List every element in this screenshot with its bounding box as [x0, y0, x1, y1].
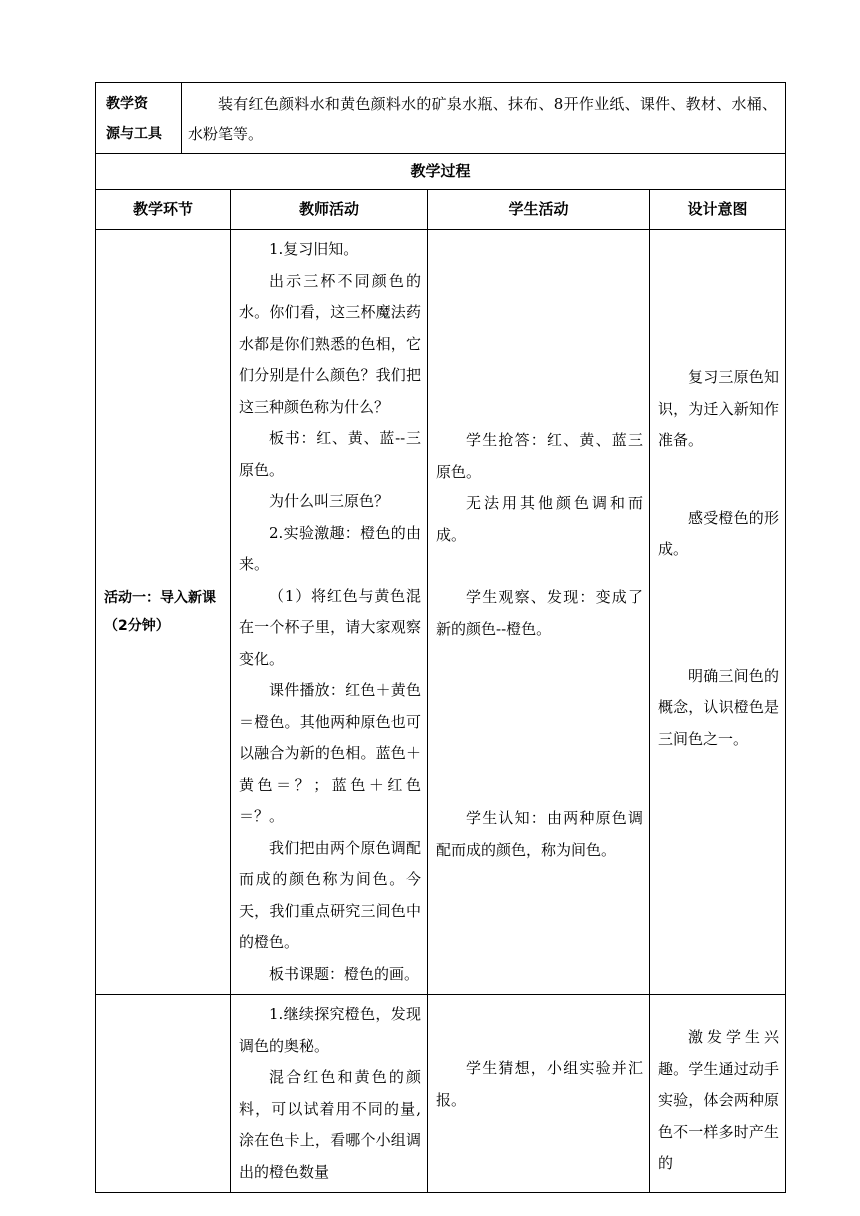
activity2-row [96, 995, 786, 1193]
activity1-student-p3: 学生观察、发现：变成了新的颜色--橙色。 [436, 588, 643, 638]
resources-text-cell [182, 83, 786, 154]
header-row [96, 190, 786, 230]
resources-row [96, 83, 786, 154]
lesson-plan-page [95, 82, 785, 1193]
resources-label [96, 83, 182, 154]
activity1-teacher-p3: 板书：红、黄、蓝--三原色。 [239, 429, 421, 479]
header-intent: 设计意图 [650, 190, 786, 230]
activity1-title: 活动一：导入新课 [104, 590, 216, 606]
activity1-teacher-p4: 为什么叫三原色？ [269, 492, 390, 510]
activity1-teacher-p1: 1.复习旧知。 [269, 240, 359, 258]
activity1-teacher-p5: 2.实验激趣：橙色的由来。 [239, 523, 421, 573]
activity1-label [96, 230, 231, 995]
activity1-teacher-p6: （1）将红色与黄色混在一个杯子里，请大家观察变化。 [239, 586, 421, 668]
activity2-label [96, 995, 231, 1193]
process-title: 教学过程 [96, 154, 786, 190]
activity1-intent-p1: 复习三原色知识，为迁入新知作准备。 [658, 368, 779, 449]
activity1-intent-cell [650, 230, 786, 995]
resources-label-line1: 教学资 [106, 96, 148, 112]
activity2-intent-cell [650, 995, 786, 1193]
activity1-duration: （2分钟） [104, 618, 170, 634]
activity1-teacher-cell [231, 230, 428, 995]
activity1-teacher-p2: 出示三杯不同颜色的水。你们看，这三杯魔法药水都是你们熟悉的色相，它们分别是什么颜色？我们把这三种颜色称为什么？ [239, 271, 421, 416]
activity1-student-p2: 无法用其他颜色调和而成。 [436, 494, 643, 544]
activity1-row [96, 230, 786, 995]
activity1-teacher-p8: 我们把由两个原色调配而成的颜色称为间色。今天，我们重点研究三间色中的橙色。 [239, 838, 421, 951]
activity2-student-p1: 学生猜想，小组实验并汇报。 [436, 1059, 643, 1109]
resources-label-line2: 源与工具 [106, 126, 162, 142]
header-teacher: 教师活动 [231, 190, 428, 230]
activity2-teacher-cell [231, 995, 428, 1193]
activity1-intent-p3: 明确三间色的概念，认识橙色是三间色之一。 [658, 666, 779, 748]
lesson-plan-table [95, 82, 786, 1193]
activity1-teacher-p9: 板书课题：橙色的画。 [269, 964, 420, 983]
process-title-row [96, 154, 786, 190]
activity2-teacher-p2: 混合红色和黄色的颜料，可以试着用不同的量,涂在色卡上，看哪个小组调出的橙色数量 [239, 1068, 421, 1181]
header-stage: 教学环节 [96, 190, 231, 230]
activity1-student-p4: 学生认知：由两种原色调配而成的颜色，称为间色。 [436, 809, 643, 859]
activity1-student-p1: 学生抢答：红、黄、蓝三原色。 [436, 431, 643, 481]
activity1-student-cell [428, 230, 650, 995]
resources-text: 装有红色颜料水和黄色颜料水的矿泉水瓶、抹布、8开作业纸、课件、教材、水桶、水粉笔等。 [188, 95, 777, 143]
activity2-teacher-p1: 1.继续探究橙色，发现调色的奥秘。 [239, 1005, 421, 1055]
header-student: 学生活动 [428, 190, 650, 230]
activity1-teacher-p7: 课件播放：红色＋黄色＝橙色。其他两种原色也可以融合为新的色相。蓝色＋黄色＝？；蓝色＋红色＝？。 [239, 681, 421, 825]
activity2-student-cell [428, 995, 650, 1193]
activity2-intent-p1: 激发学生兴趣。学生通过动手实验，体会两种原色不一样多时产生的 [658, 1028, 779, 1172]
activity1-intent-p2: 感受橙色的形成。 [658, 508, 779, 558]
